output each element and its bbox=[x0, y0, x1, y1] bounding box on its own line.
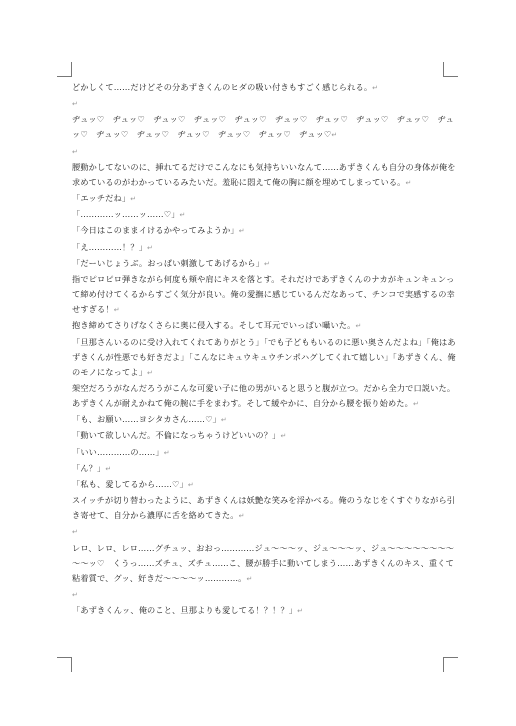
paragraph-text: 「ん？」 bbox=[72, 462, 106, 473]
paragraph-mark-icon: ↵ bbox=[146, 368, 153, 377]
paragraph-mark-icon: ↵ bbox=[220, 416, 227, 425]
paragraph bbox=[72, 318, 456, 334]
paragraph bbox=[72, 160, 456, 191]
paragraph-mark-icon: ↵ bbox=[72, 100, 79, 109]
document-body[interactable] bbox=[72, 80, 456, 619]
paragraph bbox=[72, 112, 456, 143]
paragraph-text: 「え…………！？」 bbox=[72, 241, 148, 252]
paragraph bbox=[72, 96, 456, 112]
paragraph-mark-icon: ↵ bbox=[187, 480, 194, 489]
paragraph-text: 「私も、愛してるから……♡」 bbox=[72, 478, 188, 489]
paragraph-mark-icon: ↵ bbox=[72, 591, 79, 599]
paragraph-text: 「…………ッ……ッ……♡」 bbox=[72, 209, 180, 220]
paragraph-text: 「旦那さんいるのに受け入れてくれてありがとう」「でも子どももいるのに悪い奥さんだよね」「俺はあずきくんが性悪でも好きだよ」「こんなにキュウキュウチンポハグしてくれて嬉しい」「あずきくん、俺のモノになってよ」 bbox=[72, 336, 456, 377]
paragraph bbox=[72, 445, 456, 461]
paragraph-text: ヂュッ♡ ヂュッ♡ ヂュッ♡ ヂュッ♡ ヂュッ♡ ヂュッ♡ ヂュッ♡ ヂュッ♡ ヂュッ♡ ヂュッ♡ ヂュッ♡ ヂュッ♡ ヂュッ♡ ヂュッ♡ ヂュッ♡ ヂュッ♡ bbox=[72, 114, 454, 140]
paragraph-mark-icon: ↵ bbox=[72, 528, 79, 537]
paragraph-text: 抱き締めてさりげなくさらに奥に侵入する。そして耳元でいっぱい囁いた。 bbox=[72, 320, 356, 331]
paragraph bbox=[72, 80, 456, 96]
paragraph bbox=[72, 493, 456, 524]
paragraph bbox=[72, 461, 456, 477]
paragraph bbox=[72, 603, 456, 619]
paragraph-text: スイッチが切り替わったように、あずきくんは妖艶な笑みを浮かべる。俺のうなじをくすぐりながら引き寄せて、自分から濃厚に舌を絡めてきた。 bbox=[72, 495, 456, 521]
paragraph-mark-icon: ↵ bbox=[280, 432, 287, 441]
paragraph-text: 架空だろうがなんだろうがこんな可愛い子に他の男がいると思うと腹が立つ。だから全力で口説いた。あずきくんが耐えかねて俺の腕に手をまわす。そして緩やかに、自分から腰を振り始めた。 bbox=[72, 382, 456, 409]
paragraph-text: 「も、お願い……ヨシタカさん……♡」 bbox=[72, 414, 221, 425]
paragraph-mark-icon: ↵ bbox=[113, 306, 120, 315]
paragraph-text: 指でピロピロ弾きながら何度も頬や肩にキスを落とす。それだけであずきくんのナカがキュンキュンって締め付けてくるからすごく気分が良い。俺の愛撫に感じているんだなあって、チンコで実感するの幸せすぎる！ bbox=[72, 273, 455, 315]
paragraph bbox=[72, 587, 456, 603]
paragraph bbox=[72, 381, 456, 412]
paragraph bbox=[72, 541, 456, 587]
paragraph bbox=[72, 524, 456, 540]
paragraph bbox=[72, 272, 456, 318]
paragraph-mark-icon: ↵ bbox=[412, 400, 419, 409]
paragraph bbox=[72, 207, 456, 223]
crop-mark-top-right bbox=[443, 62, 458, 77]
paragraph bbox=[72, 144, 456, 160]
paragraph-text: 「エッチだね」 bbox=[72, 193, 131, 204]
paragraph-text: レロ、レロ、レロ……グチュッ、おおっ…………ジュ～～～ッ、ジュ～～～ッ、ジュ～～～～～～～～～～ッ♡ くうっ……ズチュ、ズチュ……こ、腰が勝手に動いてしまう……あずきくんのキス、重くて粘着質で、グッ、好きだ～～～～ッ…………。 bbox=[72, 542, 455, 583]
paragraph bbox=[72, 477, 456, 493]
paragraph bbox=[72, 335, 456, 381]
paragraph-text: 「あずきくんッ、俺のこと、旦那よりも愛してる！？！？」 bbox=[72, 605, 298, 616]
paragraph-text: 「いい…………の……」 bbox=[72, 446, 164, 457]
crop-mark-bottom-right bbox=[443, 657, 458, 672]
paragraph bbox=[72, 223, 456, 239]
paragraph bbox=[72, 240, 456, 256]
paragraph-mark-icon: ↵ bbox=[179, 211, 186, 220]
paragraph-text: 腰動かしてないのに、挿れてるだけでこんなにも気持ちいいなんて……あずきくんも自分の身体が俺を求めているのがわかっているみたいだ。羞恥に悶えて俺の胸に顔を埋めてしまっている。 bbox=[72, 161, 456, 187]
paragraph-mark-icon: ↵ bbox=[130, 195, 137, 204]
paragraph-text: どかしくて……だけどその分あずきくんのヒダの吸い付きもすごく感じられる。 bbox=[72, 82, 373, 92]
paragraph-mark-icon: ↵ bbox=[246, 574, 253, 583]
paragraph-mark-icon: ↵ bbox=[105, 464, 112, 473]
paragraph-mark-icon: ↵ bbox=[263, 259, 270, 268]
paragraph-mark-icon: ↵ bbox=[238, 512, 245, 521]
paragraph-mark-icon: ↵ bbox=[331, 131, 338, 140]
paragraph-mark-icon: ↵ bbox=[238, 227, 245, 236]
paragraph-mark-icon: ↵ bbox=[147, 243, 154, 252]
paragraph-mark-icon: ↵ bbox=[163, 448, 170, 457]
paragraph bbox=[72, 191, 456, 207]
paragraph-text: 「だーいじょうぶ。おっぱい刺激してあげるから」 bbox=[72, 257, 264, 268]
crop-mark-bottom-left bbox=[57, 657, 72, 672]
paragraph-text: 「動いて欲しいんだ。不倫になっちゃうけどいいの？」 bbox=[72, 430, 281, 441]
paragraph-mark-icon: ↵ bbox=[405, 178, 412, 187]
paragraph-mark-icon: ↵ bbox=[72, 147, 79, 156]
paragraph-mark-icon: ↵ bbox=[355, 322, 362, 331]
crop-mark-top-left bbox=[57, 62, 72, 77]
paragraph bbox=[72, 256, 456, 272]
paragraph bbox=[72, 428, 456, 444]
paragraph-text: 「今日はこのままイけるかやってみようか」 bbox=[72, 225, 239, 236]
paragraph-mark-icon: ↵ bbox=[297, 607, 304, 616]
paragraph-mark-icon: ↵ bbox=[372, 84, 379, 92]
paragraph bbox=[72, 412, 456, 428]
